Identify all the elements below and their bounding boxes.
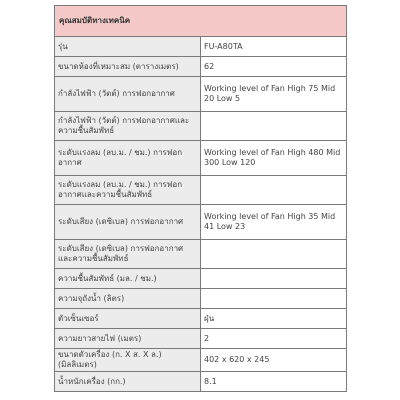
table-row bbox=[55, 77, 347, 112]
table-header: คุณสมบัติทางเทคนิค bbox=[55, 6, 347, 37]
spec-value bbox=[201, 269, 347, 289]
spec-value bbox=[201, 112, 347, 141]
spec-value: FU-A80TA bbox=[201, 37, 347, 57]
table-row bbox=[55, 309, 347, 329]
table-row bbox=[55, 269, 347, 289]
spec-value: 2 bbox=[201, 329, 347, 349]
spec-value: 62 bbox=[201, 57, 347, 77]
table-row bbox=[55, 112, 347, 141]
table-row bbox=[55, 289, 347, 309]
spec-value bbox=[201, 176, 347, 205]
spec-table bbox=[54, 5, 347, 392]
spec-label: ระดับเสียง (เดซิเบล) การฟอกอากาศ bbox=[55, 205, 201, 240]
table-row bbox=[55, 57, 347, 77]
table-row bbox=[55, 37, 347, 57]
spec-label: ตัวเซ็นเซอร์ bbox=[55, 309, 201, 329]
spec-value: ฝุ่น bbox=[201, 309, 347, 329]
spec-label: ระดับเสียง (เดซิเบล) การฟอกอากาศและความชื้นสัมพัทธ์ bbox=[55, 240, 201, 269]
spec-label: กำลังไฟฟ้า (วัตต์) การฟอกอากาศและความชื้นสัมพัทธ์ bbox=[55, 112, 201, 141]
spec-label: ระดับแรงลม (ลบ.ม. / ชม.) การฟอกอากาศ bbox=[55, 141, 201, 176]
spec-label: ความชื้นสัมพัทธ์ (มล. / ชม.) bbox=[55, 269, 201, 289]
spec-value: Working level of Fan High 35 Mid 41 Low 23 bbox=[201, 205, 347, 240]
spec-label: ขนาดห้องที่เหมาะสม (ตารางเมตร) bbox=[55, 57, 201, 77]
table-row bbox=[55, 240, 347, 269]
table-row bbox=[55, 205, 347, 240]
spec-value: 8.1 bbox=[201, 372, 347, 392]
spec-label: กำลังไฟฟ้า (วัตต์) การฟอกอากาศ bbox=[55, 77, 201, 112]
spec-value bbox=[201, 289, 347, 309]
spec-label: ความจุถังน้ำ (ลิตร) bbox=[55, 289, 201, 309]
table-row bbox=[55, 372, 347, 392]
table-row bbox=[55, 329, 347, 349]
table-row bbox=[55, 141, 347, 176]
table-row bbox=[55, 176, 347, 205]
spec-value bbox=[201, 240, 347, 269]
table-header-row bbox=[55, 6, 347, 37]
spec-label: ความยาวสายไฟ (เมตร) bbox=[55, 329, 201, 349]
spec-label: รุ่น bbox=[55, 37, 201, 57]
spec-value: 402 x 620 x 245 bbox=[201, 349, 347, 372]
spec-label: น้ำหนักเครื่อง (กก.) bbox=[55, 372, 201, 392]
spec-value: Working level of Fan High 75 Mid 20 Low 5 bbox=[201, 77, 347, 112]
table-row bbox=[55, 349, 347, 372]
spec-label: ระดับแรงลม (ลบ.ม. / ชม.) การฟอกอากาศและความชื้นสัมพัทธ์ bbox=[55, 176, 201, 205]
spec-value: Working level of Fan High 480 Mid 300 Low 120 bbox=[201, 141, 347, 176]
spec-label: ขนาดตัวเครื่อง (ก. X ส. X ล.) (มิลลิเมตร) bbox=[55, 349, 201, 372]
